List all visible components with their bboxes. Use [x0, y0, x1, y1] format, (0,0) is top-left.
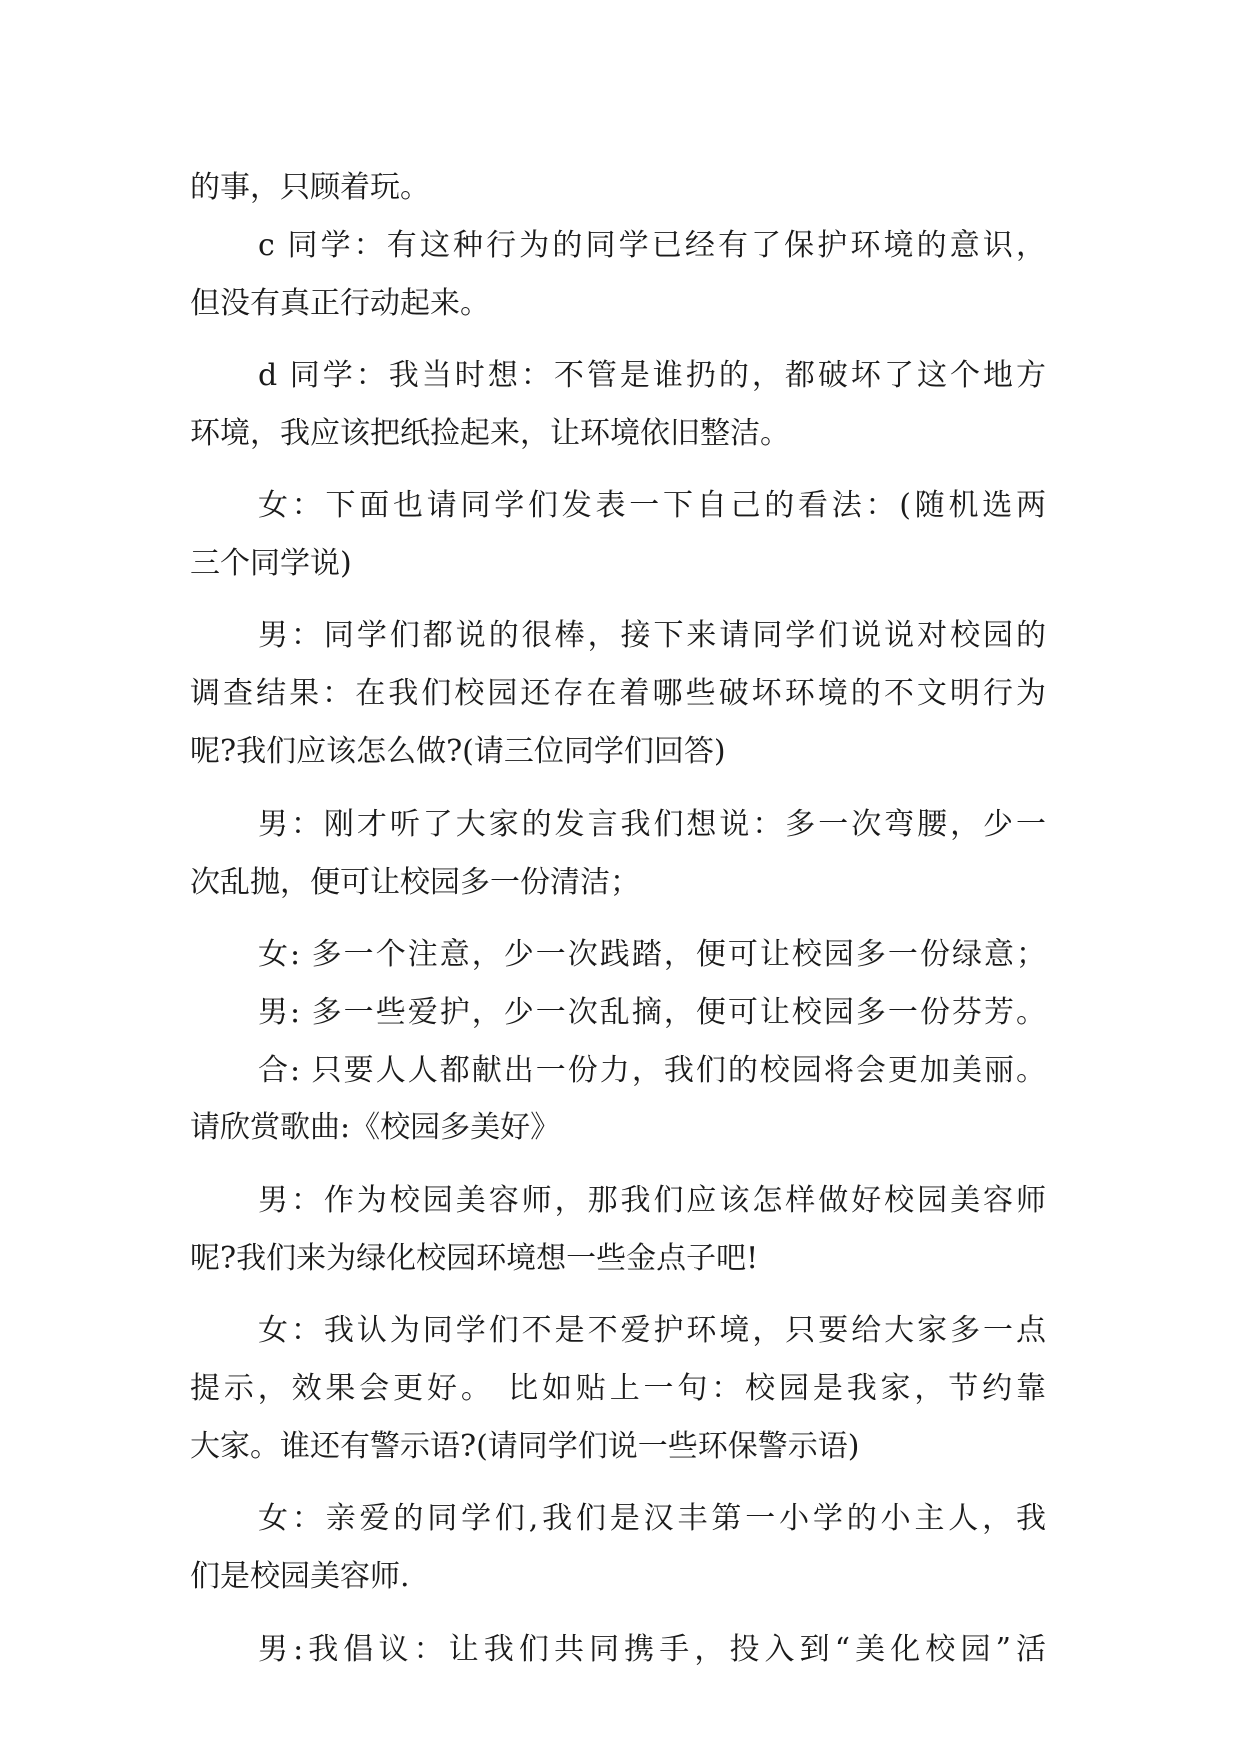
text-line: 呢?我们应该怎么做?(请三位同学们回答) — [190, 734, 726, 769]
text-line: 环境，我应该把纸捡起来，让环境依旧整洁。 — [190, 416, 790, 451]
text-line: 请欣赏歌曲:《校园多美好》 — [190, 1110, 561, 1145]
text-line: 男：同学们都说的很棒，接下来请同学们说说对校园的 — [258, 618, 1046, 653]
text-line: 女：下面也请同学们发表一下自己的看法：(随机选两 — [258, 488, 1046, 523]
text-line: 男：刚才听了大家的发言我们想说：多一次弯腰，少一 — [258, 807, 1046, 842]
text-line: 女: 多一个注意，少一次践踏，便可让校园多一份绿意； — [258, 937, 1046, 972]
text-line: 男: 多一些爱护，少一次乱摘，便可让校园多一份芬芳。 — [258, 995, 1046, 1030]
text-line: 们是校园美容师. — [190, 1559, 410, 1594]
text-line: 三个同学说) — [190, 546, 352, 581]
text-line: 但没有真正行动起来。 — [190, 286, 490, 321]
text-line: 提示，效果会更好。 比如贴上一句：校园是我家，节约靠 — [190, 1371, 1046, 1406]
text-line: 呢?我们来为绿化校园环境想一些金点子吧! — [190, 1241, 759, 1276]
text-line: 女：我认为同学们不是不爱护环境，只要给大家多一点 — [258, 1313, 1046, 1348]
text-line: 的事，只顾着玩。 — [190, 170, 430, 205]
text-line: d 同学：我当时想：不管是谁扔的，都破坏了这个地方 — [258, 358, 1046, 393]
text-line: 调查结果：在我们校园还存在着哪些破坏环境的不文明行为 — [190, 676, 1046, 711]
text-line: 大家。谁还有警示语?(请同学们说一些环保警示语) — [190, 1429, 860, 1464]
text-line: c 同学：有这种行为的同学已经有了保护环境的意识， — [258, 228, 1046, 263]
text-line: 合: 只要人人都献出一份力，我们的校园将会更加美丽。 — [258, 1053, 1046, 1088]
text-line: 男：作为校园美容师，那我们应该怎样做好校园美容师 — [258, 1183, 1046, 1218]
text-line: 次乱抛，便可让校园多一份清洁； — [190, 865, 640, 900]
text-line: 男:我倡议：让我们共同携手，投入到“美化校园”活 — [258, 1632, 1046, 1667]
text-line: 女：亲爱的同学们,我们是汉丰第一小学的小主人，我 — [258, 1501, 1046, 1536]
